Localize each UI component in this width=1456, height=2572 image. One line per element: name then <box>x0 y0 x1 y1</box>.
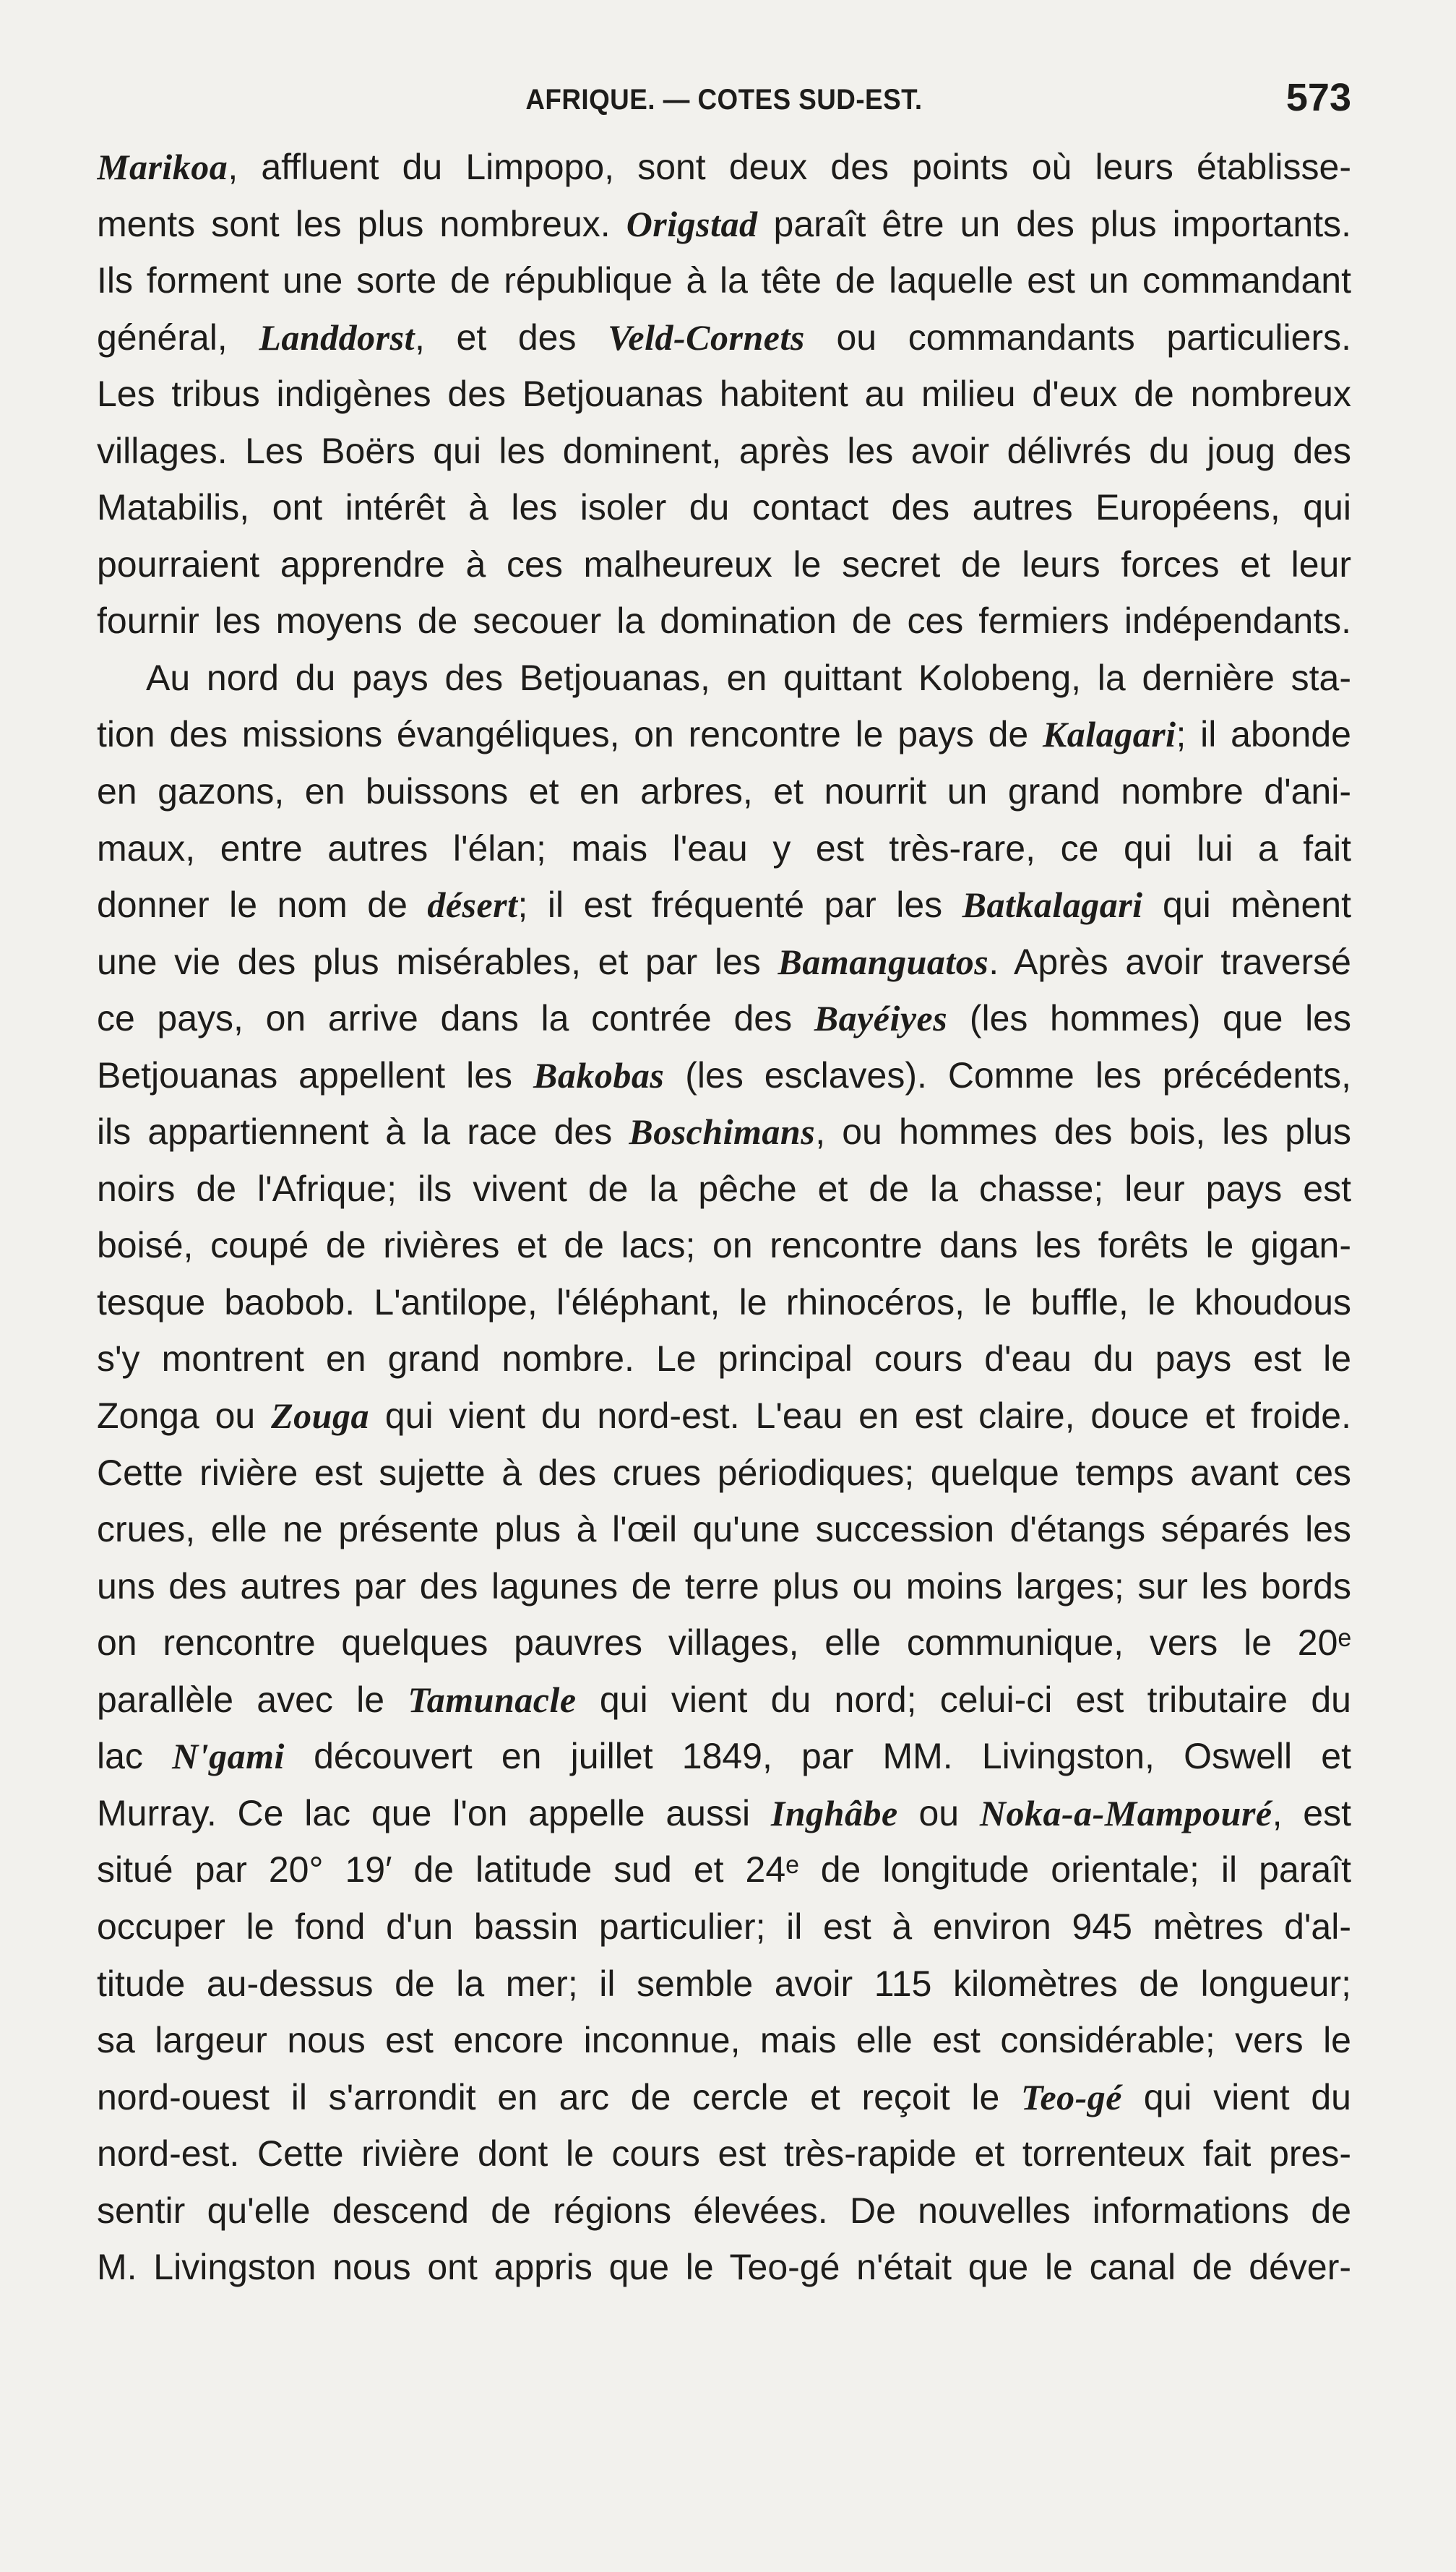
text-line <box>97 366 1351 423</box>
italic-term: Batkalagari <box>962 885 1143 926</box>
text-run: qui mènent <box>1142 885 1351 926</box>
text-run: Matabilis, ont intérêt à les isoler du contact des autres Européens, qui <box>97 487 1351 528</box>
text-run: , affluent du Limpopo, sont deux des points où leurs établisse- <box>228 147 1351 187</box>
text-line <box>97 1501 1351 1558</box>
italic-term: Bakobas <box>533 1054 665 1096</box>
text-line <box>97 1672 1351 1729</box>
text-line <box>97 1330 1351 1388</box>
text-run: nord-ouest il s'arrondit en arc de cercle et reçoit le <box>97 2076 1022 2117</box>
text-run: tion des missions évangéliques, on rencontre le pays de <box>97 714 1043 755</box>
text-run: sentir qu'elle descend de régions élevées. De nouvelles informations de <box>97 2190 1351 2231</box>
text-line <box>97 650 1351 707</box>
text-run: ou <box>897 1792 980 1833</box>
text-run: en gazons, en buissons et en arbres, et nourrit un grand nombre d'ani- <box>97 771 1351 812</box>
text-run: situé par 20° 19′ de latitude sud et 24ᵉ de longitude orientale; il paraît <box>97 1849 1351 1891</box>
text-line <box>97 820 1351 877</box>
text-run: fournir les moyens de secouer la domination de ces fermiers indépendants. <box>97 601 1351 642</box>
book-page <box>97 66 1351 2296</box>
text-run: découvert en juillet 1849, par MM. Livingston, Oswell et <box>284 1736 1351 1777</box>
text-line <box>97 1104 1351 1161</box>
text-run: ils appartiennent à la race des <box>97 1111 629 1153</box>
text-line <box>97 309 1351 366</box>
text-run: occuper le fond d'un bassin particulier; il est à environ 945 mètres d'al- <box>97 1906 1351 1947</box>
text-line <box>97 763 1351 820</box>
text-line <box>97 1161 1351 1218</box>
text-run: , est <box>1272 1792 1351 1833</box>
text-run: pourraient apprendre à ces malheureux le secret de leurs forces et leur <box>97 543 1351 585</box>
italic-term: Bamanguatos <box>777 941 989 982</box>
running-head <box>97 66 1351 132</box>
text-run: , ou hommes des bois, les plus <box>815 1111 1351 1153</box>
text-run: ou commandants particuliers. <box>804 317 1351 358</box>
italic-term: Boschimans <box>629 1111 816 1153</box>
text-run: une vie des plus misérables, et par les <box>97 941 778 982</box>
text-line <box>97 1274 1351 1331</box>
text-run: (les hommes) que les <box>947 998 1351 1039</box>
text-run: on rencontre quelques pauvres villages, elle communique, vers le 20ᵉ <box>97 1622 1351 1664</box>
text-run: Murray. Ce lac que l'on appelle aussi <box>97 1792 771 1833</box>
italic-term: Marikoa <box>97 147 228 187</box>
text-line <box>97 139 1351 196</box>
text-run: titude au-dessus de la mer; il semble avoir 115 kilomètres de longueur; <box>97 1963 1351 2004</box>
text-run: Zonga ou <box>97 1395 272 1437</box>
body-text <box>97 139 1351 2296</box>
text-line <box>97 1388 1351 1445</box>
text-run: qui vient du <box>1122 2076 1351 2117</box>
italic-term: N'gami <box>172 1736 285 1777</box>
text-run: (les esclaves). Comme les précédents, <box>664 1054 1351 1096</box>
running-title: AFRIQUE. — COTES SUD-EST. <box>525 84 923 116</box>
text-line <box>97 877 1351 934</box>
text-line <box>97 252 1351 309</box>
text-line <box>97 1217 1351 1274</box>
text-line <box>97 479 1351 536</box>
text-line <box>97 990 1351 1047</box>
text-run: tesque baobob. L'antilope, l'éléphant, le rhinocéros, le buffle, le khoudous <box>97 1281 1351 1322</box>
italic-term: Kalagari <box>1042 714 1176 755</box>
text-run: boisé, coupé de rivières et de lacs; on rencontre dans les forêts le gigan- <box>97 1225 1351 1266</box>
text-run: M. Livingston nous ont appris que le Teo-gé n'était que le canal de déver- <box>97 2247 1351 2288</box>
text-line <box>97 2125 1351 2182</box>
italic-term: Veld-Cornets <box>608 317 805 358</box>
text-run: s'y montrent en grand nombre. Le principal cours d'eau du pays est le <box>97 1338 1351 1380</box>
text-line <box>97 1445 1351 1502</box>
text-run: Les tribus indigènes des Betjouanas habitent au milieu d'eux de nombreux <box>97 374 1351 415</box>
italic-term: Landdorst <box>259 317 415 358</box>
text-run: donner le nom de <box>97 885 428 926</box>
text-run: lac <box>97 1736 173 1777</box>
text-run: sa largeur nous est encore inconnue, mais elle est considérable; vers le <box>97 2020 1351 2061</box>
text-run: , et des <box>415 317 608 358</box>
text-run: qui vient du nord-est. L'eau en est claire, douce et froide. <box>369 1395 1351 1437</box>
italic-term: Origstad <box>626 203 758 244</box>
text-line <box>97 196 1351 253</box>
text-run: Au nord du pays des Betjouanas, en quittant Kolobeng, la dernière sta- <box>146 657 1351 698</box>
text-run: Ils forment une sorte de république à la tête de laquelle est un commandant <box>97 260 1351 301</box>
text-line <box>97 1047 1351 1104</box>
text-line <box>97 1614 1351 1672</box>
text-run: maux, entre autres l'élan; mais l'eau y est très-rare, ce qui lui a fait <box>97 827 1351 869</box>
text-line <box>97 1841 1351 1898</box>
text-line <box>97 1728 1351 1785</box>
text-line <box>97 1956 1351 2013</box>
text-line <box>97 423 1351 480</box>
text-line <box>97 1785 1351 1842</box>
text-run: noirs de l'Afrique; ils vivent de la pêche et de la chasse; leur pays est <box>97 1168 1351 1209</box>
text-run: ; il est fréquenté par les <box>517 885 962 926</box>
italic-term: Noka-a-Mampouré <box>979 1792 1272 1833</box>
text-run: villages. Les Boërs qui les dominent, après les avoir délivrés du joug des <box>97 430 1351 471</box>
text-line <box>97 2182 1351 2240</box>
page-number: 573 <box>1285 76 1351 119</box>
text-line <box>97 536 1351 593</box>
text-line <box>97 2012 1351 2069</box>
italic-term: Teo-gé <box>1021 2076 1123 2117</box>
text-run: général, <box>97 317 259 358</box>
text-run: ; il abonde <box>1176 714 1351 755</box>
text-run: paraît être un des plus importants. <box>757 203 1351 244</box>
text-run: crues, elle ne présente plus à l'œil qu'une succession d'étangs séparés les <box>97 1509 1351 1550</box>
text-run: uns des autres par des lagunes de terre plus ou moins larges; sur les bords <box>97 1565 1351 1607</box>
text-run: qui vient du nord; celui-ci est tributaire du <box>576 1679 1351 1720</box>
text-run: ments sont les plus nombreux. <box>97 203 626 244</box>
text-line <box>97 2069 1351 2126</box>
text-run: nord-est. Cette rivière dont le cours est très-rapide et torrenteux fait pres- <box>97 2133 1351 2175</box>
italic-term: Tamunacle <box>408 1679 577 1720</box>
text-line <box>97 1898 1351 1956</box>
italic-term: Zouga <box>271 1395 369 1437</box>
text-run: Betjouanas appellent les <box>97 1054 533 1096</box>
text-run: ce pays, on arrive dans la contrée des <box>97 998 814 1039</box>
italic-term: Inghâbe <box>770 1792 898 1833</box>
text-line <box>97 2239 1351 2296</box>
text-line <box>97 934 1351 991</box>
italic-term: Bayéiyes <box>814 998 948 1039</box>
text-run: parallèle avec le <box>97 1679 408 1720</box>
text-line <box>97 1558 1351 1615</box>
text-line <box>97 706 1351 763</box>
text-line <box>97 593 1351 650</box>
text-run: . Après avoir traversé <box>988 941 1351 982</box>
italic-term: désert <box>427 885 518 926</box>
text-run: Cette rivière est sujette à des crues périodiques; quelque temps avant ces <box>97 1452 1351 1493</box>
